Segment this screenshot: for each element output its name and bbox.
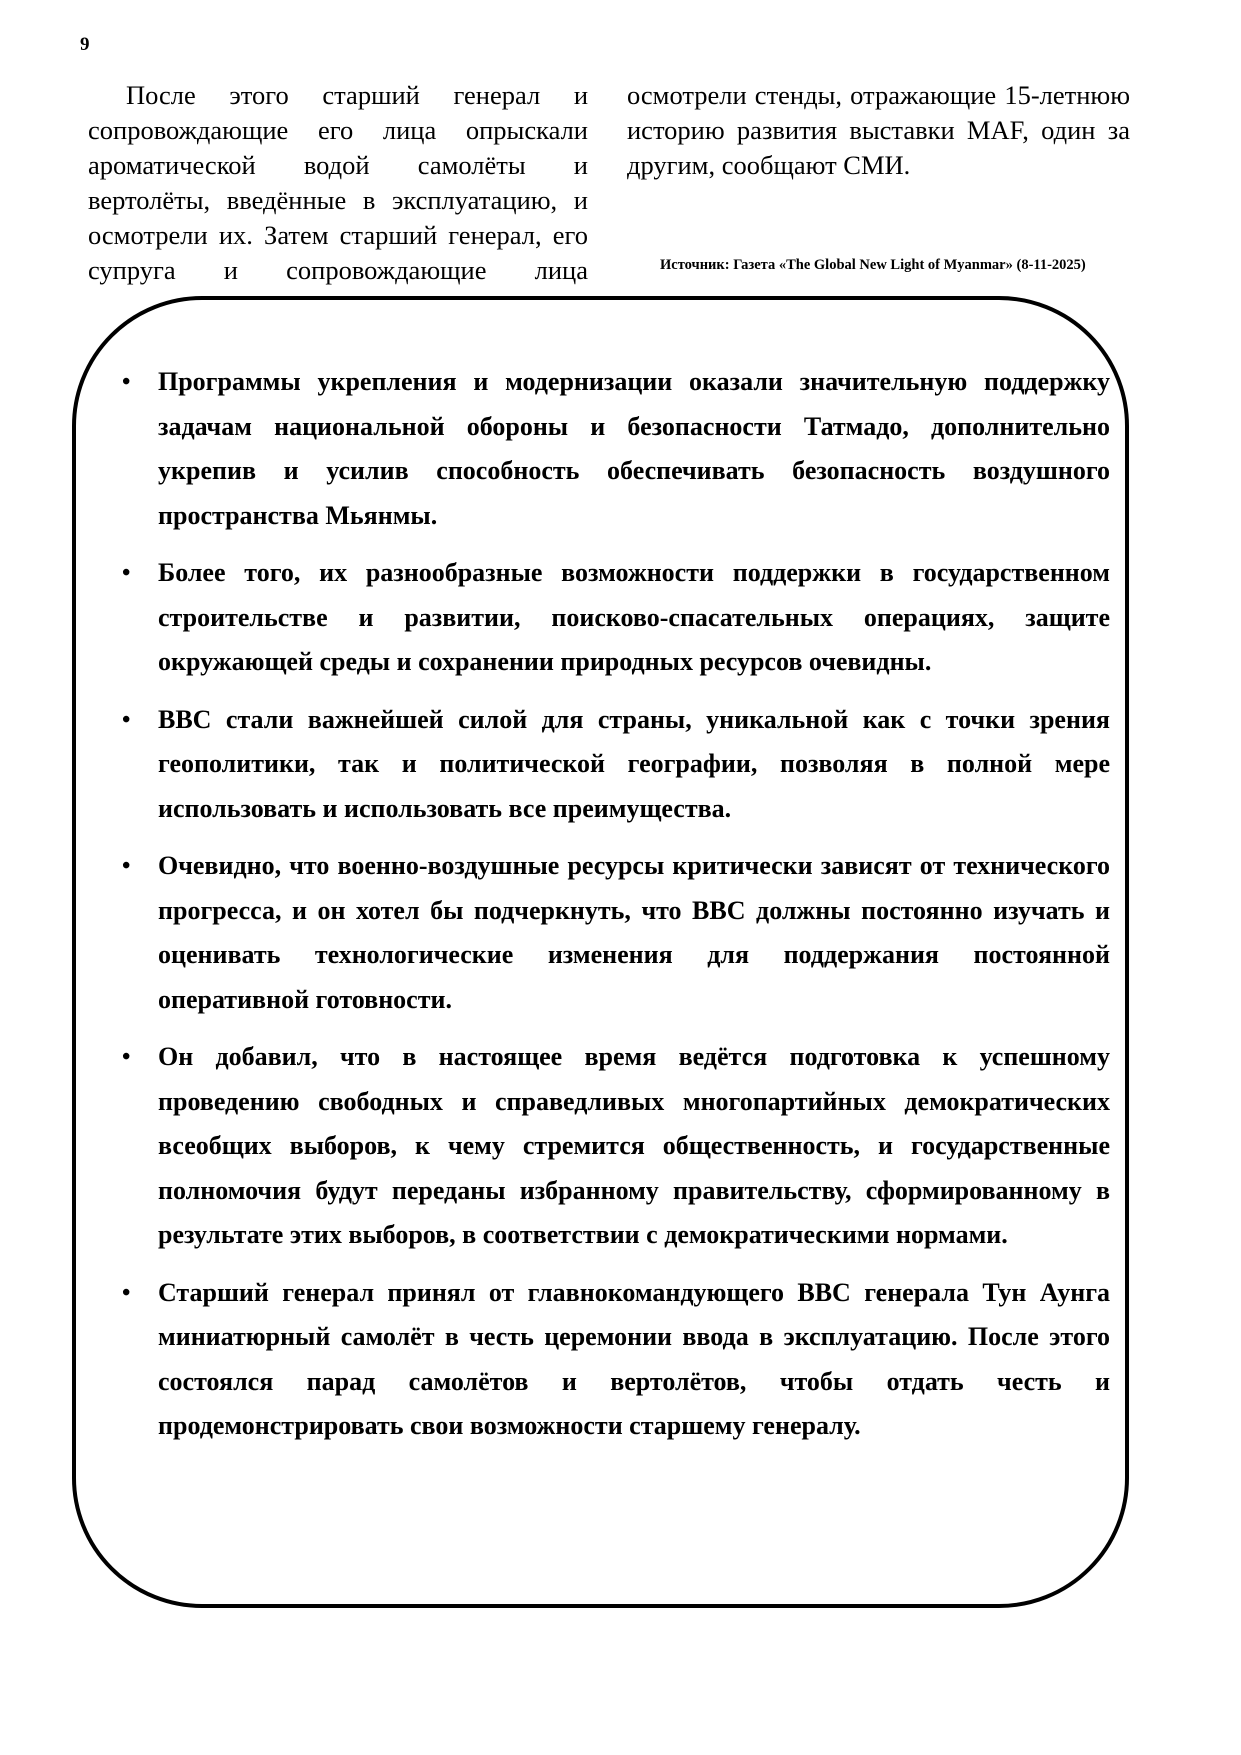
bullet-icon: •	[122, 1279, 131, 1306]
left-column	[88, 78, 588, 288]
bullet-text: ВВС стали важнейшей силой для страны, уникальной как с точки зрения геополитики, так и политической географии, позволяя в полной мере использовать и использовать все преимущества.	[158, 704, 1110, 823]
bullet-item	[120, 698, 1110, 832]
bullet-item	[120, 844, 1110, 1022]
bullet-item	[120, 1271, 1110, 1449]
left-column-text: После этого старший генерал и сопровождающие его лица опрыскали ароматической водой самолёты и вертолёты, введённые в эксплуатацию, и осмотрели их. Затем старший генерал, его супруга и сопровождающие лица	[88, 80, 588, 285]
bullet-item	[120, 1035, 1110, 1258]
right-column-paragraph: осмотрели стенды, отражающие 15-летнюю историю развития выставки MAF, один за другим, сообщают СМИ.	[627, 80, 1130, 180]
bullet-text: Очевидно, что военно-воздушные ресурсы критически зависят от технического прогресса, и он хотел бы подчеркнуть, что ВВС должны постоянно изучать и оценивать технологические изменения для поддержания постоянной оперативной готовности.	[158, 851, 1110, 1014]
page-number: 9	[80, 34, 90, 55]
bullet-icon: •	[122, 1044, 131, 1070]
bullet-text: Более того, их разнообразные возможности поддержки в государственном строительстве и развитии, поисково-спасательных операциях, защите окружающей среды и сохранении природных ресурсов очевидны.	[158, 558, 1110, 676]
bullet-item	[120, 360, 1110, 538]
bullet-text: Программы укрепления и модернизации оказали значительную поддержку задачам национальной обороны и безопасности Татмадо, дополнительно укрепив и усилив способность обеспечивать безопасность воздушного пространства Мьянмы.	[158, 367, 1110, 530]
source-citation: Источник: Газета «The Global New Light of Myanmar» (8-11-2025)	[660, 257, 1086, 273]
bullet-icon: •	[122, 706, 131, 733]
bullet-list	[120, 360, 1110, 1462]
bullet-text: Он добавил, что в настоящее время ведётся подготовка к успешному проведению свободных и справедливых многопартийных демократических всеобщих выборов, к чему стремится общественность, и государственные полномочия будут переданы избранному правительству, сформированному в результате этих выборов, в соответствии с демократическими нормами.	[158, 1042, 1110, 1249]
bullet-icon: •	[122, 853, 131, 879]
bullet-text: Старший генерал принял от главнокомандующего ВВС генерала Тун Аунга миниатюрный самолёт в честь церемонии ввода в эксплуатацию. После этого состоялся парад самолётов и вертолётов, чтобы отдать честь и продемонстрировать свои возможности старшему генералу.	[158, 1277, 1110, 1440]
left-column-paragraph	[88, 78, 588, 288]
bullet-icon: •	[122, 560, 131, 586]
bullet-icon: •	[122, 369, 131, 395]
bullet-item	[120, 551, 1110, 685]
right-column	[627, 78, 1130, 183]
